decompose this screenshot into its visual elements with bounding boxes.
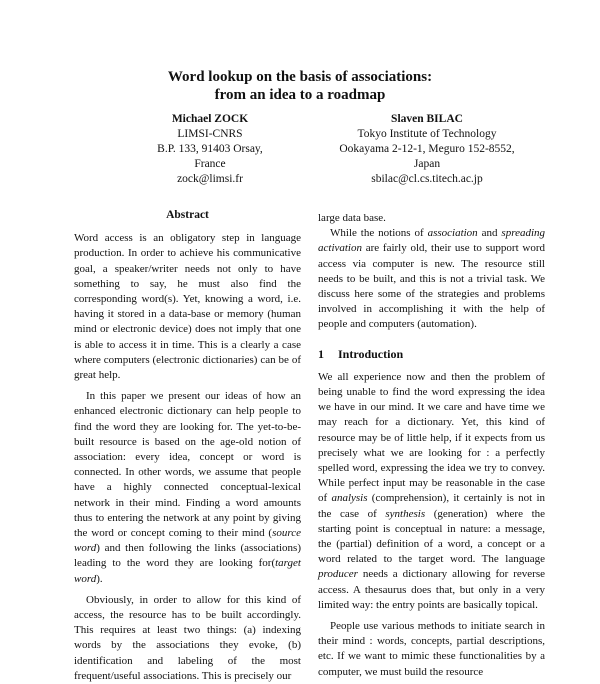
intro-paragraph-1 [318,370,545,613]
title-line-2: from an idea to a roadmap [214,87,386,103]
emphasis-association: association [427,227,478,240]
paper-title [0,68,600,104]
author-affiliation: LIMSI-CNRS [177,128,243,140]
right-column [318,211,545,680]
author-email[interactable]: sbilac@cl.cs.titech.ac.jp [371,173,483,185]
emphasis-target-word: target word [74,557,301,585]
emphasis-producer: producer [318,568,358,581]
abstract-continuation: large data base. [318,212,386,224]
section-heading-introduction [318,347,545,362]
author-zock [105,112,315,187]
author-email[interactable]: zock@limsi.fr [177,173,243,185]
abstract-paragraph-2 [74,389,301,587]
section-number: 1 [318,346,324,361]
abstract-paragraph-1: Word access is an obligatory step in language production. In order to achieve his communicative goal, a speaker/writer needs not only to have something to say, he must also find the corresponding word(s). Yet, knowing a word, i.e. having it stored in a data-base or memory (human mind or electronic device) does not imply that one is able to access it in time. This is a clearly a case where computers (electronic dictionaries) can be of great help. [74,232,301,382]
author-affiliation: Tokyo Institute of Technology [357,128,497,140]
text-run: needs a dictionary allowing for reverse access. A thesaurus does that, but only in a very limited way: the entry points are basically topical. [318,568,545,611]
section-title: Introduction [338,346,404,361]
author-country: Japan [413,158,441,170]
text-run: (comprehension), it certainly is not in the case of [318,492,545,520]
emphasis-spreading-activation: spreading activation [318,227,546,255]
text-run: ) and then following the links (associations) leading to the word they are looking for( [74,542,301,570]
intro-paragraph-2: People use various methods to initiate search in their mind : words, concepts, partial descriptions, etc. If we want to mimic these functionalities by a computer, we must build the resource [318,620,545,678]
abstract-paragraph-4 [318,226,545,332]
text-run: We all experience now and then the problem of being unable to find the word expressing the idea we have in our mind. It we care and have time we may reach for a dictionary. Yet, this kind of resource may be of little help, if it expects from us precisely what we are looking for : a perfectly spelled word, expressing the idea we try to convey. While perfect input may be reasonable in the case of [318,370,545,505]
author-address: B.P. 133, 91403 Orsay, [157,143,263,155]
abstract-paragraph-3: Obviously, in order to allow for this kind of access, the resource has to be built accordingly. This requires at least two things: (a) indexing words by the associations they evoke, (b) identification and labeling of the most frequent/useful associations. This is precisely our [74,593,301,682]
author-name: Michael ZOCK [171,113,249,125]
emphasis-source-word: source word [74,527,301,555]
author-address: Ookayama 2-12-1, Meguro 152-8552, [339,143,515,155]
abstract-heading: Abstract [166,209,209,221]
title-line-1: Word lookup on the basis of associations: [167,69,433,85]
author-country: France [194,158,226,170]
emphasis-analysis: analysis [331,492,368,505]
left-column [74,208,301,684]
author-bilac [312,112,542,187]
author-name: Slaven BILAC [391,113,463,125]
emphasis-synthesis: synthesis [385,507,426,520]
text-run: In this paper we present our ideas of how an enhanced electronic dictionary can help people to find the word they are looking for. The yet-to-be-built resource is based on the age-old notion of association: every idea, concept or word is connected. In other words, we assume that people have a highly connected conceptual-lexical network in their mind. Finding a word amounts thus to entering the network at any point by giving the word or concept coming to their mind ( [74,390,301,540]
text-run: While the notions of [330,227,428,240]
text-run: (generation) where the starting point is conceptual in nature: a message, the (partial) definition of a word, a concept or a word related to the target word. The language [318,507,546,566]
text-run: ). [96,572,103,585]
text-run: are fairly old, their use to support word access via computer is new. The resource still needs to be built, and this is not a trivial task. We discuss here some of the strategies and problems involved in accomplishing it with the help of people and computers (automation). [318,242,545,331]
text-run: and [477,227,502,240]
